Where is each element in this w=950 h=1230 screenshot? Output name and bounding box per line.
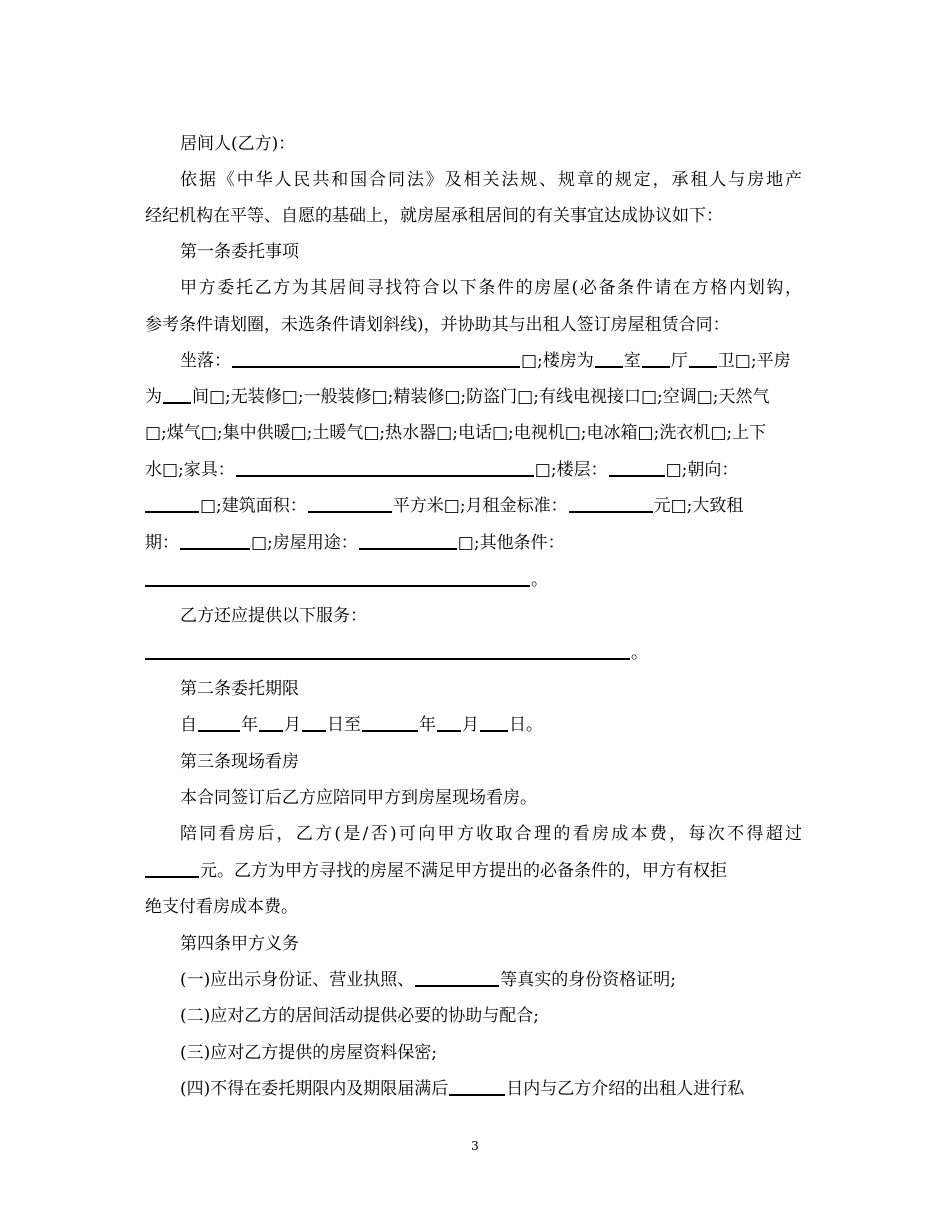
other-conditions-line [145, 568, 548, 592]
article-3-line-1: 本合同签订后乙方应陪同甲方到房屋现场看房。 [180, 788, 537, 808]
area-label: □;建筑面积： [200, 496, 307, 516]
start-day-blank[interactable] [302, 713, 326, 732]
year-unit: 年 [419, 715, 436, 735]
article-4-item-2: (二)应对乙方的居间活动提供必要的协助与配合; [180, 1006, 539, 1026]
paragraph-basis-line-1: 依据《中华人民共和国合同法》及相关法规、规章的规定，承租人与房地产 [180, 170, 802, 190]
viewing-fee-blank[interactable] [145, 859, 199, 878]
end-year-blank[interactable] [362, 713, 418, 732]
from-label: 自 [180, 715, 197, 735]
building-type-label: □;楼房为 [521, 351, 594, 371]
furniture-blank[interactable] [236, 458, 534, 477]
days-blank[interactable] [449, 1077, 505, 1096]
rent-blank[interactable] [569, 494, 653, 513]
mediator-label: 居间人(乙方)： [180, 134, 296, 154]
day-end-label: 日。 [509, 715, 543, 735]
month-unit: 月 [284, 715, 301, 735]
year-unit: 年 [241, 715, 258, 735]
bungalow-prefix: 为 [145, 387, 162, 407]
article-4-item-1 [180, 968, 676, 992]
halls-blank[interactable] [642, 349, 670, 368]
article-2-heading: 第二条委托期限 [180, 679, 299, 699]
viewing-fee-text: 元。乙方为甲方寻找的房屋不满足甲方提出的必备条件的，甲方有权拒 [200, 861, 727, 881]
orientation-label: □;朝向： [665, 460, 739, 480]
article-3-heading: 第三条现场看房 [180, 752, 299, 772]
area-blank[interactable] [308, 494, 392, 513]
rooms-blank[interactable] [595, 349, 623, 368]
item-4-text-end: 日内与乙方介绍的出租人进行私 [506, 1079, 745, 1099]
article-4-heading: 第四条甲方义务 [180, 934, 299, 954]
extra-services-line [145, 641, 648, 665]
end-day-blank[interactable] [480, 713, 508, 732]
furniture-label: 水□;家具： [145, 460, 235, 480]
term-dates-line [180, 713, 543, 737]
article-4-item-3: (三)应对乙方提供的房屋资料保密; [180, 1043, 437, 1063]
article-3-line-2: 陪同看房后，乙方(是/否)可向甲方收取合理的看房成本费，每次不得超过 [180, 824, 802, 844]
location-label: 坐落： [180, 351, 231, 371]
paragraph-basis-line-2: 经纪机构在平等、自愿的基础上，就房屋承租居间的有关事宜达成协议如下： [145, 206, 723, 226]
article-3-line-3 [145, 859, 727, 883]
start-year-blank[interactable] [198, 713, 240, 732]
article-1-line-2: 参考条件请划圈，未选条件请划斜线)，并协助其与出租人签订房屋租赁合同： [145, 315, 730, 335]
term-label-end: 期： [145, 533, 179, 553]
rent-label: 平方米□;月租金标准： [392, 496, 568, 516]
usage-label: □;房屋用途： [251, 533, 358, 553]
baths-unit: 卫□;平房 [717, 351, 791, 371]
item-1-text-end: 等真实的身份资格证明; [500, 970, 676, 990]
extra-services-label: 乙方还应提供以下服务： [180, 606, 367, 626]
period-mark: 。 [631, 643, 648, 663]
end-month-blank[interactable] [437, 713, 461, 732]
conditions-line-amenities: □;煤气□;集中供暖□;土暖气□;热水器□;电话□;电视机□;电冰箱□;洗衣机□;上下 [145, 423, 767, 443]
item-1-text: (一)应出示身份证、营业执照、 [180, 970, 415, 990]
month-unit: 月 [462, 715, 479, 735]
article-1-heading: 第一条委托事项 [180, 242, 299, 262]
start-month-blank[interactable] [259, 713, 283, 732]
article-1-line-1: 甲方委托乙方为其居间寻找符合以下条件的房屋(必备条件请在方格内划钩， [180, 278, 802, 298]
halls-unit: 厅 [670, 351, 688, 371]
location-blank[interactable] [232, 349, 520, 368]
other-conditions-label: □;其他条件： [457, 533, 565, 553]
orientation-blank[interactable] [145, 494, 199, 513]
identity-document-blank[interactable] [415, 968, 499, 987]
conditions-line-location [180, 349, 791, 373]
bungalow-rooms-blank[interactable] [163, 385, 191, 404]
conditions-line-rooms [145, 385, 770, 409]
extra-services-blank[interactable] [145, 641, 630, 660]
article-3-line-4: 绝支付看房成本费。 [145, 897, 298, 917]
page-number: 3 [471, 1139, 479, 1153]
term-label: 元□;大致租 [653, 496, 744, 516]
conditions-line-furniture [145, 458, 738, 482]
floor-label: □;楼层： [534, 460, 608, 480]
term-blank[interactable] [180, 531, 250, 550]
baths-blank[interactable] [689, 349, 717, 368]
usage-blank[interactable] [359, 531, 457, 550]
conditions-line-term [145, 531, 565, 555]
other-conditions-blank[interactable] [145, 568, 530, 587]
rooms-unit: 室 [623, 351, 641, 371]
conditions-line-area [145, 494, 743, 518]
amenities-list-1: 间□;无装修□;一般装修□;精装修□;防盗门□;有线电视接口□;空调□;天然气 [192, 387, 770, 407]
floor-blank[interactable] [609, 458, 665, 477]
period-mark: 。 [531, 570, 548, 590]
article-4-item-4 [180, 1077, 744, 1101]
day-to-label: 日至 [327, 715, 361, 735]
item-4-text: (四)不得在委托期限内及期限届满后 [180, 1079, 449, 1099]
